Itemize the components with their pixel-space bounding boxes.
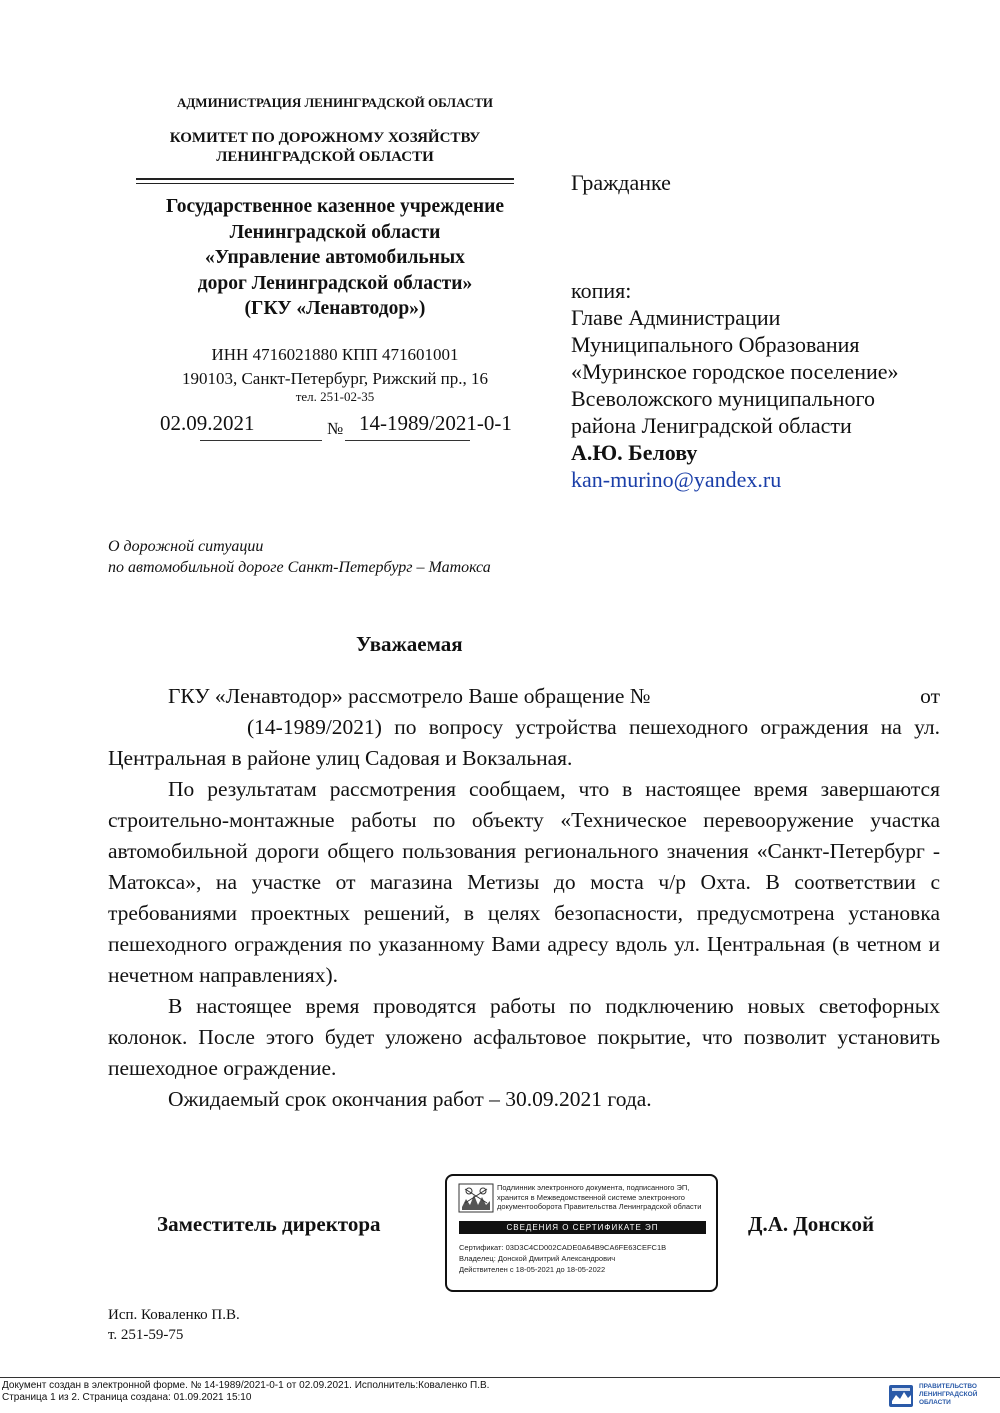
committee-title [110,129,540,167]
administration-title: АДМИНИСТРАЦИЯ ЛЕНИНГРАДСКОЙ ОБЛАСТИ [176,95,494,110]
footer-info [2,1380,489,1404]
recipient-citizen: Гражданке [571,170,671,195]
government-emblem-icon [888,1384,914,1408]
org-line-1: Государственное казенное учреждение [166,196,504,217]
certificate-validity: Действителен с 18-05-2021 до 18-05-2022 [459,1265,606,1274]
document-date: 02.09.2021 [160,411,255,435]
recipient-email[interactable]: kan-murino@yandex.ru [571,467,782,492]
executor-phone: т. 251-59-75 [108,1327,184,1343]
document-number: 14-1989/2021-0-1 [359,411,512,435]
stamp-banner: СВЕДЕНИЯ О СЕРТИФИКАТЕ ЭП [459,1221,706,1234]
recipient-line-5: района Ленигpадской области [571,413,852,438]
salutation: Уважаемая [356,632,463,656]
recipient-name: А.Ю. Белову [571,440,698,465]
copy-recipient [571,277,951,493]
coat-of-arms-icon [458,1183,494,1213]
paragraph-1-line-1 [108,681,940,712]
logo-line-2: ЛЕНИНГРАДСКОЙ [919,1391,978,1398]
number-sign: № [327,419,344,438]
date-underline [200,440,322,441]
organization-name [110,194,560,322]
inn-kpp: ИНН 4716021880 КПП 471601001 [211,345,459,364]
org-address: 190103, Санкт-Петербург, Рижский пр., 16 [181,369,489,388]
paragraph-4: Ожидаемый срок окончания работ – 30.09.2021 года. [168,1087,652,1111]
org-line-5: (ГКУ «Ленавтодор») [244,298,426,319]
footer-divider [0,1377,1000,1378]
government-logo [888,1382,998,1410]
header-divider-top [136,178,514,180]
recipient-line-2: Муниципального Образования [571,332,860,357]
recipient-line-4: Всеволожского муниципального [571,386,875,411]
paragraph-2: По результатам рассмотрения сообщаем, что в настоящее время завершаются строительно-монтажные работы по объекту «Техническое перевооружение участка автомобильной дороги общего пользования регионального значения «Санкт-Петербург - Матокса», на участке от магазина Метизы до моста ч/р Охта. В соответствии с требованиями проектных решений, в целях безопасности, предусмотрена установка пешеходного ограждения по указанному Вами адресу вдоль ул. Центральная (в четном и нечетном направлениях). [108,777,940,987]
logo-line-1: ПРАВИТЕЛЬСТВО [919,1383,977,1390]
committee-line-2: ЛЕНИНГРАДСКОЙ ОБЛАСТИ [216,149,434,165]
paragraph-1-start: ГКУ «Ленавтодор» рассмотрело Ваше обращение № [168,684,651,708]
recipient-line-1: Главе Администрации [571,305,781,330]
stamp-text-1: Подлинник электронного документа, подписанного ЭП, [497,1183,690,1192]
number-underline [345,440,470,441]
org-line-3: «Управление автомобильных [205,247,465,268]
stamp-text-3: документооборота Правительства Ленинградской области [497,1202,702,1211]
header-divider-bottom [136,183,514,184]
letter-subject [108,536,491,578]
signer-position: Заместитель директора [157,1212,381,1236]
letter-body [108,681,940,1115]
executor-name: Исп. Коваленко П.В. [108,1307,240,1323]
subject-line-2: по автомобильной дороге Санкт-Петербург – Матокса [108,559,491,576]
org-line-2: Ленинградской области [229,221,441,243]
recipient-line-3: «Муринское городское поселение» [571,359,899,384]
org-requisites [110,343,560,391]
stamp-text-2: хранится в Межведомственной системе электронного [497,1192,685,1202]
paragraph-1-from: от [920,684,940,708]
subject-line-1: О дорожной ситуации [108,538,264,555]
footer-line-2: Страница 1 из 2. Страница создана: 01.09.2021 15:10 [2,1392,252,1403]
footer-line-1: Документ создан в электронной форме. № 14-1989/2021-0-1 от 02.09.2021. Исполнитель:Коваленко П.В. [2,1380,490,1391]
stamp-header-text [497,1183,712,1212]
e-signature-stamp [445,1174,718,1292]
org-line-4: дорог Ленинградской области» [197,272,473,294]
committee-line-1: КОМИТЕТ ПО ДОРОЖНОМУ ХОЗЯЙСТВУ [169,130,481,146]
signer-name: Д.А. Донской [748,1212,875,1236]
copy-label: копия: [571,278,632,303]
executor-info [108,1305,240,1345]
paragraph-3: В настоящее время проводятся работы по подключению новых светофорных колонок. После этого будет уложено асфальтовое покрытие, что позволит установить пешеходное ограждение. [108,994,940,1080]
paragraph-1-rest: (14-1989/2021) по вопросу устройства пешеходного ограждения на ул. Центральная в районе улиц Садовая и Вокзальная. [108,715,940,770]
org-phone: тел. 251-02-35 [295,389,375,404]
certificate-owner: Владелец: Донской Дмитрий Александрович [459,1254,616,1263]
certificate-info [459,1242,711,1275]
government-logo-text [919,1383,977,1407]
logo-line-3: ОБЛАСТИ [919,1399,951,1406]
certificate-id: Сертификат: 03D3C4CD002CADE0A64B9CA6FE63CEFC1B [459,1243,667,1252]
